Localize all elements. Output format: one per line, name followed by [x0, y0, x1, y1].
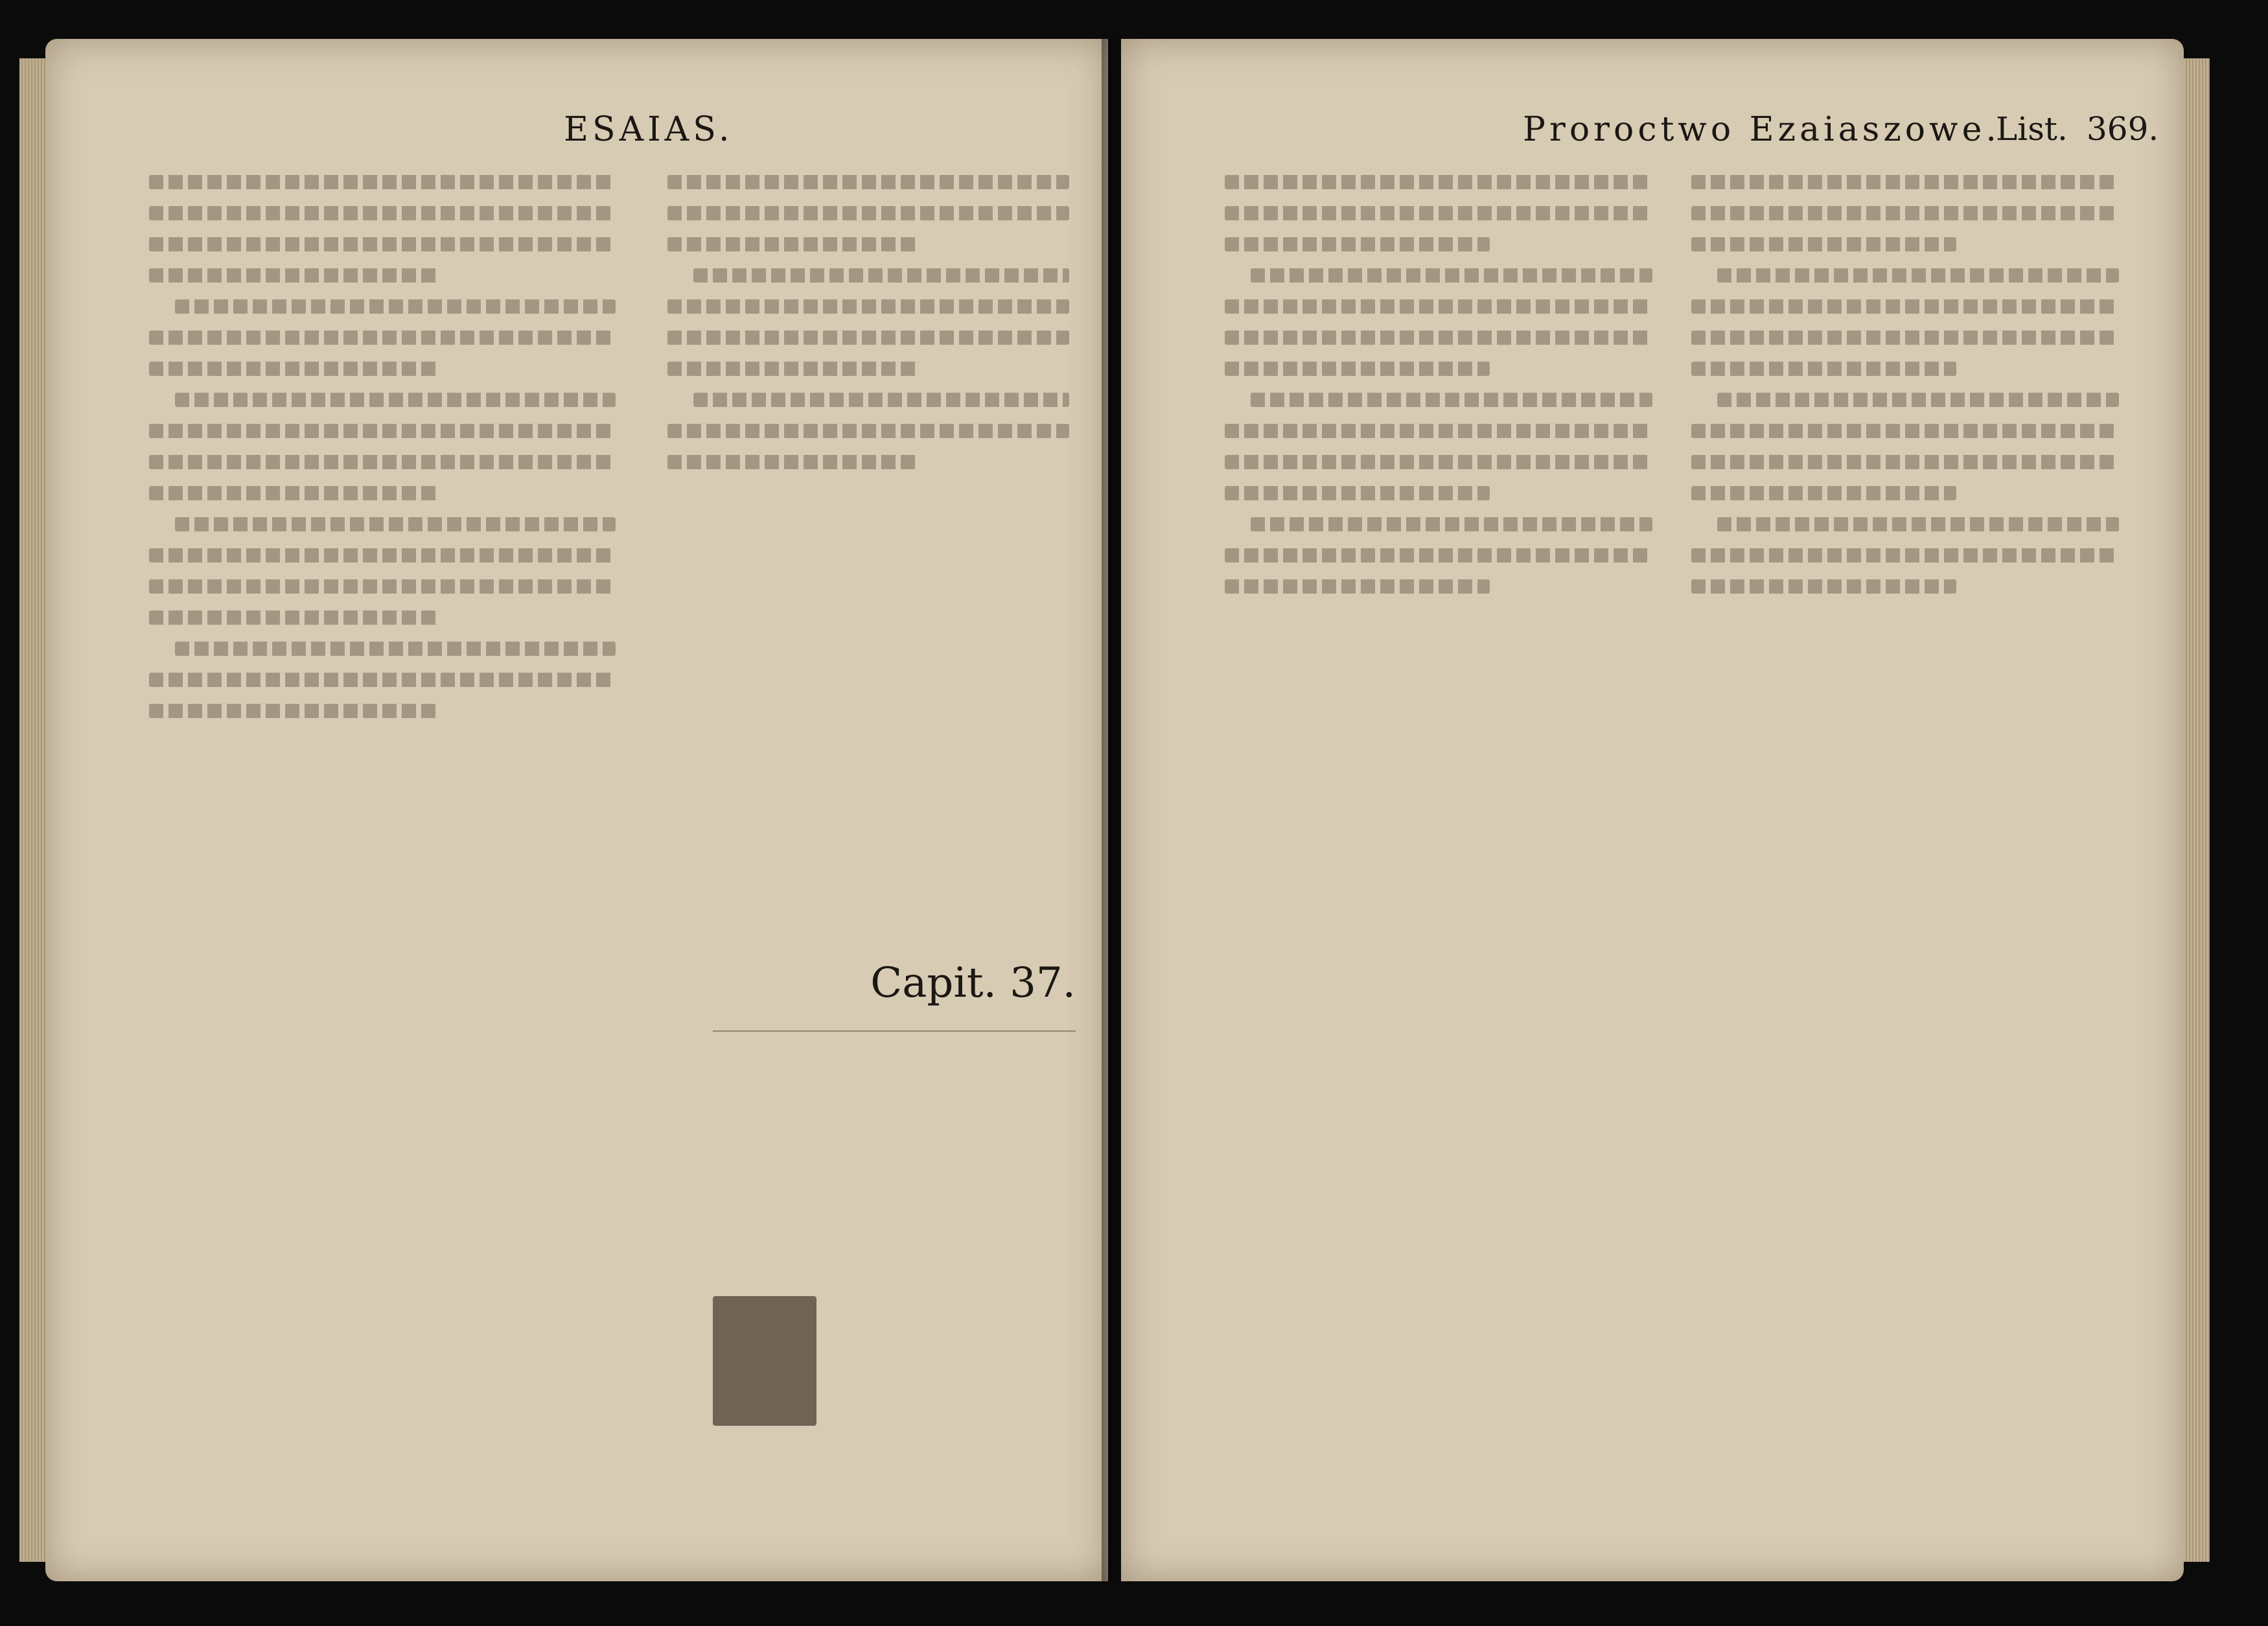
text-line	[149, 704, 438, 718]
text-line	[149, 673, 616, 687]
text-line	[149, 175, 616, 189]
text-line	[1251, 517, 1652, 531]
text-line	[667, 424, 1069, 438]
text-line	[693, 393, 1069, 407]
text-line	[1717, 268, 2119, 283]
right-column-1	[1225, 175, 1652, 1568]
left-running-head: ESAIAS.	[564, 110, 734, 149]
text-line	[175, 642, 616, 656]
text-line	[1691, 548, 2119, 563]
decorated-initial	[713, 1296, 816, 1426]
text-line	[1225, 206, 1652, 220]
page-edges-right	[2184, 58, 2210, 1562]
text-line	[667, 331, 1069, 345]
text-line	[175, 517, 616, 531]
left-page	[45, 39, 1108, 1581]
text-line	[1691, 486, 1956, 500]
text-line	[149, 548, 616, 563]
text-line	[1691, 331, 2119, 345]
text-line	[1691, 299, 2119, 314]
right-page	[1121, 39, 2184, 1581]
text-line	[1691, 175, 2119, 189]
text-line	[1691, 455, 2119, 469]
text-line	[667, 175, 1069, 189]
text-line	[149, 331, 616, 345]
text-line	[149, 206, 616, 220]
text-line	[1225, 299, 1652, 314]
right-running-head: Proroctwo Ezaiaszowe.	[1523, 110, 2000, 149]
text-line	[1691, 579, 1956, 594]
page-edges-left	[19, 58, 45, 1562]
text-line	[1691, 362, 1956, 376]
text-line	[667, 206, 1069, 220]
folio-number: 369.	[2087, 110, 2159, 148]
text-line	[149, 610, 438, 625]
text-line	[1225, 424, 1652, 438]
text-line	[1225, 455, 1652, 469]
text-line	[1251, 393, 1652, 407]
text-line	[1225, 486, 1490, 500]
chapter-heading: Capit. 37.	[713, 959, 1076, 1032]
text-line	[1717, 517, 2119, 531]
text-line	[1717, 393, 2119, 407]
text-line	[1225, 548, 1652, 563]
text-line	[1225, 237, 1490, 251]
text-line	[149, 424, 616, 438]
text-line	[693, 268, 1069, 283]
text-line	[149, 237, 616, 251]
text-line	[1691, 424, 2119, 438]
text-line	[149, 455, 616, 469]
text-line	[175, 393, 616, 407]
text-line	[149, 579, 616, 594]
text-line	[1225, 579, 1490, 594]
right-column-2	[1691, 175, 2119, 1568]
text-line	[149, 268, 438, 283]
text-line	[1225, 362, 1490, 376]
text-line	[149, 362, 438, 376]
text-line	[1225, 331, 1652, 345]
text-line	[667, 237, 916, 251]
text-line	[1691, 237, 1956, 251]
left-column-1	[149, 175, 616, 1568]
text-line	[667, 299, 1069, 314]
text-line	[149, 486, 438, 500]
text-line	[667, 362, 916, 376]
text-line	[1691, 206, 2119, 220]
folio-label: List.	[1996, 110, 2068, 148]
text-line	[1225, 175, 1652, 189]
text-line	[667, 455, 916, 469]
text-line	[1251, 268, 1652, 283]
text-line	[175, 299, 616, 314]
